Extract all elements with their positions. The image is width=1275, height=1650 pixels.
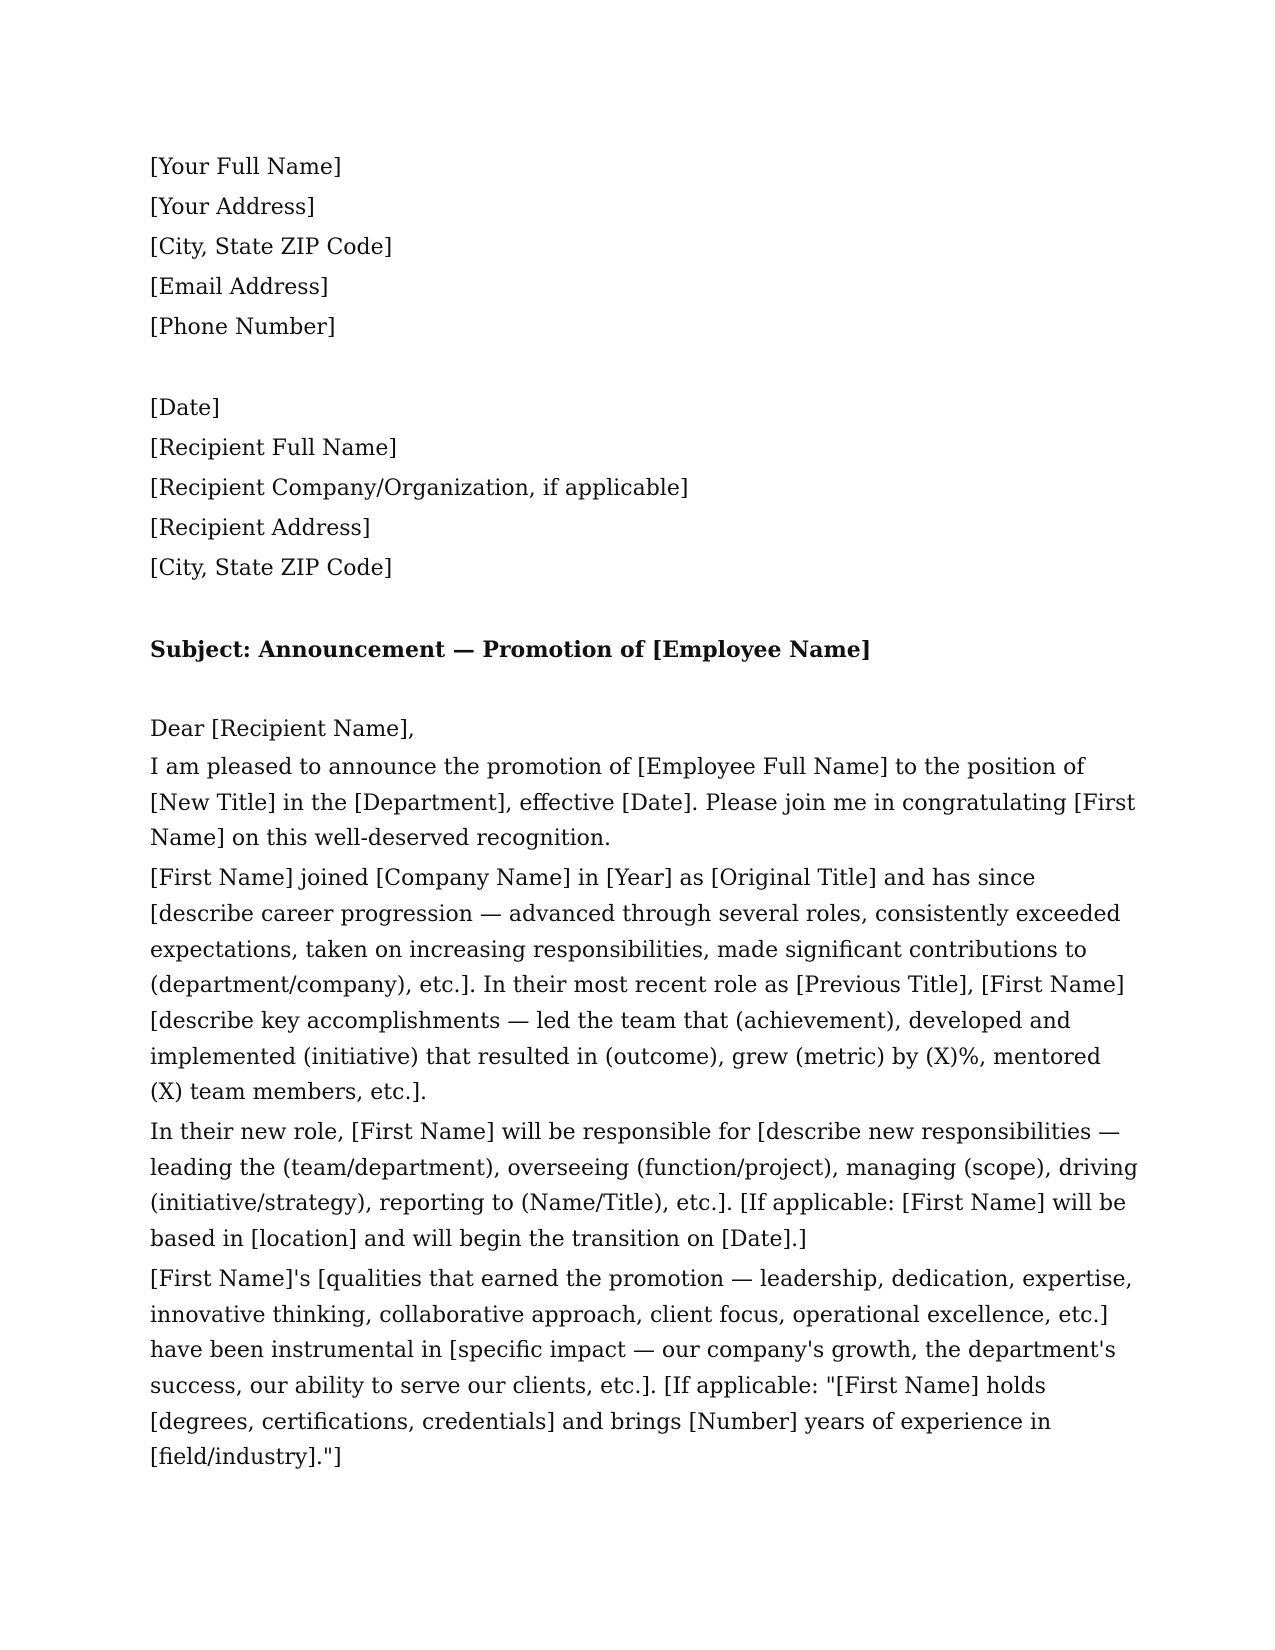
- body-paragraph-3: In their new role, [First Name] will be responsible for [describe new responsibilities — leading the (team/department), overseeing (function/project), managing (scope), driving (initiative/strategy), reporting to (Name/Title), etc.]. [If applicable: [First Name] will be based in [location] and will begin the transition on [Date].]: [150, 1120, 1138, 1253]
- sender-address: [Your Address]: [150, 195, 315, 220]
- sender-block: [150, 148, 1140, 348]
- sender-phone: [Phone Number]: [150, 315, 336, 340]
- recipient-block: [150, 429, 1140, 589]
- letter-page: [150, 148, 1140, 1480]
- subject-line: Subject: Announcement — Promotion of [Employee Name]: [150, 637, 872, 663]
- body-paragraph-1: I am pleased to announce the promotion of [Employee Full Name] to the position of [New Title] in the [Department], effective [Date]. Please join me in congratulating [First Name] on this well-deserved recognition.: [150, 755, 1136, 852]
- sender-city-state-zip: [City, State ZIP Code]: [150, 235, 393, 260]
- body-paragraph-4: [First Name]'s [qualities that earned the promotion — leadership, dedication, expertise, innovative thinking, collaborative approach, client focus, operational excellence, etc.] have been instrumental in [specific impact — our company's growth, the department's success, our ability to serve our clients, etc.]. [If applicable: "[First Name] holds [degrees, certifications, credentials] and brings [Number] years of experience in [field/industry]."]: [150, 1266, 1133, 1471]
- body-paragraph-2: [First Name] joined [Company Name] in [Year] as [Original Title] and has since [describe career progression — advanced through several roles, consistently exceeded expectations, taken on increasing responsibilities, made significant contributions to (department/company), etc.]. In their most recent role as [Previous Title], [First Name] [describe key accomplishments — led the team that (achievement), developed and implemented (initiative) that resulted in (outcome), grew (metric) by (X)%, mentored (X) team members, etc.].: [150, 866, 1125, 1106]
- recipient-company: [Recipient Company/Organization, if applicable]: [150, 476, 689, 501]
- sender-email: [Email Address]: [150, 275, 329, 300]
- recipient-city-state-zip: [City, State ZIP Code]: [150, 556, 393, 581]
- recipient-name: [Recipient Full Name]: [150, 436, 397, 461]
- recipient-address: [Recipient Address]: [150, 516, 371, 541]
- spacer: [150, 670, 1140, 710]
- spacer: [150, 348, 1140, 389]
- spacer: [150, 589, 1140, 630]
- salutation: Dear [Recipient Name],: [150, 717, 415, 742]
- letter-date: [Date]: [150, 396, 220, 421]
- sender-name: [Your Full Name]: [150, 155, 342, 180]
